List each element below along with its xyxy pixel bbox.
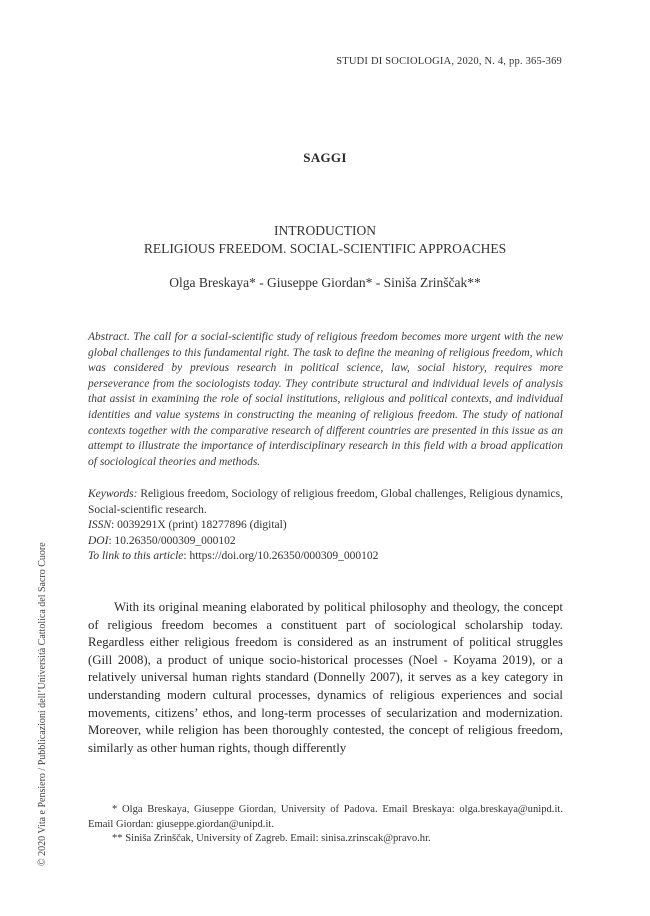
doi-line (88, 534, 563, 550)
section-title: SAGGI (303, 150, 347, 165)
issn-label: ISSN (88, 519, 111, 532)
article-title-line-2: RELIGIOUS FREEDOM. SOCIAL-SCIENTIFIC APPROACHES (143, 241, 507, 256)
article-title-line-1: INTRODUCTION (274, 223, 376, 238)
article-metadata (88, 487, 563, 565)
keywords-value: Religious freedom, Sociology of religious freedom, Global challenges, Religious dynamics, Social-scientific research. (88, 488, 564, 516)
journal-header: STUDI DI SOCIOLOGIA, 2020, N. 4, pp. 365-369 (336, 56, 562, 67)
keywords-label: Keywords: (88, 488, 138, 500)
article-title (0, 222, 650, 258)
doi-value[interactable]: : 10.26350/000309_000102 (108, 534, 236, 547)
issn-line (88, 518, 563, 534)
authors: Olga Breskaya* - Giuseppe Giordan* - Siniša Zrinščak** (169, 275, 481, 290)
abstract: Abstract. The call for a social-scientific study of religious freedom becomes more urgent with the new global challenges to this fundamental right. The task to define the meaning of religious freedom, which was considered by previous research in political science, law, social history, requires more perseverance from the sociologists today. They contribute structural and individual levels of analysis that assist in examining the role of social institutions, religious and political contexts, and individual identities and value systems in constructing the meaning of religious freedom. The study of national contexts together with the comparative research of different countries are presented in this issue as an attempt to illustrate the importance of interdisciplinary research in this field with a broad application of sociological theories and methods. (88, 331, 563, 468)
footnotes (88, 803, 563, 847)
link-line (88, 549, 563, 565)
footnote-1: * Olga Breskaya, Giuseppe Giordan, University of Padova. Email Breskaya: olga.breskaya@unipd.it. Email Giordan: giuseppe.giordan@unipd.it. (88, 804, 563, 830)
issn-value: : 0039291X (print) 18277896 (digital) (111, 519, 287, 532)
keywords-line (88, 487, 563, 518)
link-label: To link to this article (88, 550, 184, 563)
article-link[interactable]: : https://doi.org/10.26350/000309_000102 (183, 550, 379, 563)
side-copyright: © 2020 Vita e Pensiero / Pubblicazioni dell’Università Cattolica del Sacro Cuore (37, 542, 48, 866)
footnote-2: ** Siniša Zrinščak, University of Zagreb. Email: sinisa.zrinscak@pravo.hr. (112, 833, 431, 845)
doi-label: DOI (88, 534, 109, 547)
body-paragraph: With its original meaning elaborated by political philosophy and theology, the concept of religious freedom becomes a constituent part of sociological scholarship today. Regardless either religious freedom is considered as an instrument of political struggles (Gill 2008), a product of unique socio-historical processes (Noel - Koyama 2019), or a relatively universal human rights standard (Donnelly 2007), it serves as a key category in understanding modern cultural processes, dynamics of religious experiences and social movements, citizens’ ethos, and long-term processes of secularization and modernization. Moreover, while religion has been thoroughly contested, the concept of religious freedom, similarly as other human rights, though differently (88, 600, 563, 755)
